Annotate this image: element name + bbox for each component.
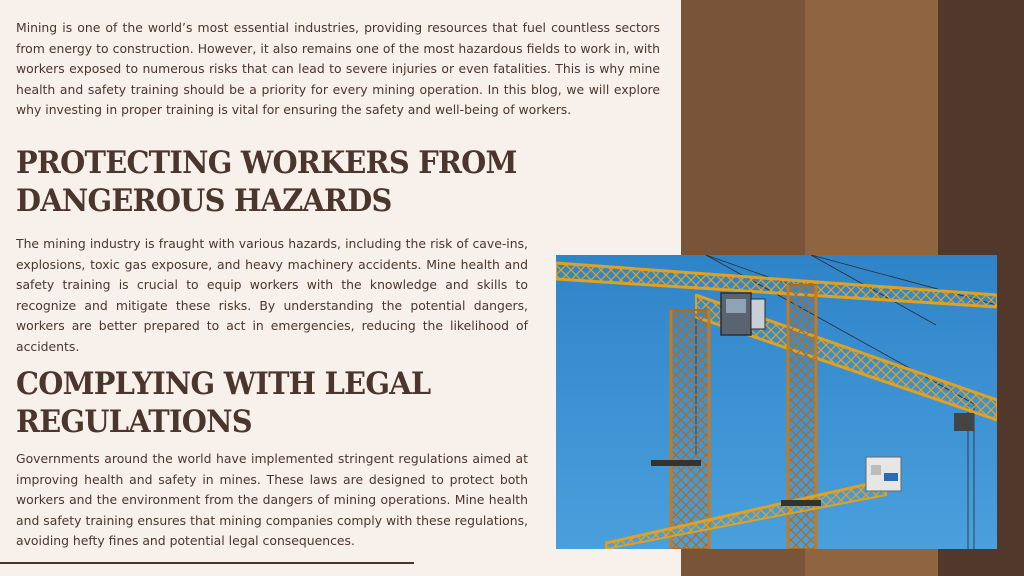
heading-line: PROTECTING WORKERS FROM <box>16 145 517 181</box>
intro-paragraph: Mining is one of the world’s most essential industries, providing resources that fuel countless sectors from energy to construction. However, it also remains one of the most hazardous fields to work in, with workers exposed to numerous risks that can lead to severe injuries or even fatalities. This is why mine health and safety training should be a priority for every mining operation. In this blog, we will explore why investing in proper training is vital for ensuring the safety and well-being of workers. <box>16 20 660 118</box>
crane-machinery-box <box>866 457 901 491</box>
crane-operator-cab <box>721 293 765 335</box>
crane-photo <box>556 255 997 549</box>
section-heading-complying-regulations <box>16 365 500 441</box>
section-body-protecting-workers: The mining industry is fraught with various hazards, including the risk of cave-ins, explosions, toxic gas exposure, and heavy machinery accidents. Mine health and safety training is crucial to equip workers with the knowledge and skills to recognize and mitigate these risks. By understanding the potential dangers, workers are better prepared to act in emergencies, reducing the likelihood of accidents. <box>16 236 528 354</box>
crane-illustration <box>556 255 997 549</box>
section-body-complying-regulations: Governments around the world have implemented stringent regulations aimed at improving health and safety in mines. These laws are designed to protect both workers and the environment from the dangers of mining operations. Mine health and safety training ensures that mining companies comply with these regulations, avoiding hefty fines and potential legal consequences. <box>16 451 528 549</box>
heading-line: DANGEROUS HAZARDS <box>16 183 392 219</box>
crane-hook <box>954 413 974 431</box>
heading-line: COMPLYING WITH LEGAL <box>16 366 431 402</box>
section-heading-protecting-workers <box>16 144 537 220</box>
heading-line: REGULATIONS <box>16 404 252 440</box>
crane-tower-left <box>671 310 709 549</box>
footer-divider <box>0 562 414 564</box>
